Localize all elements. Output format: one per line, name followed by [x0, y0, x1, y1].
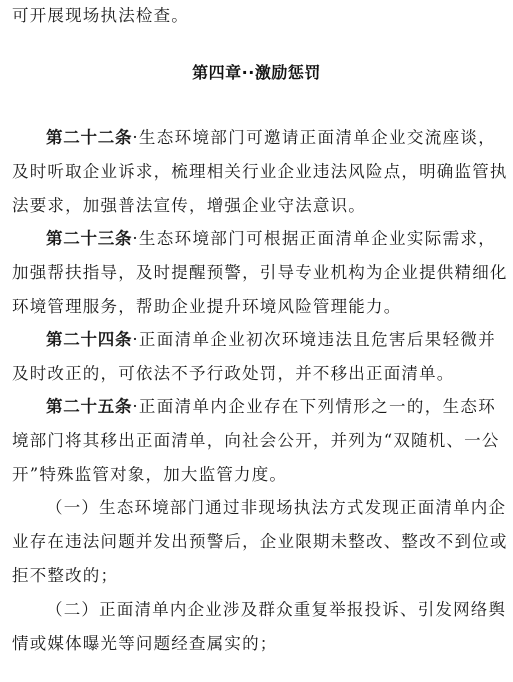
article-22-label: 第二十二条	[46, 128, 133, 147]
article-24-line-1	[46, 330, 496, 350]
article-23-text-1: ·生态环境部门可根据正面清单企业实际需求，	[132, 229, 496, 248]
article-22-line-1	[46, 128, 496, 148]
item-2-line-2: 情或媒体曝光等问题经查属实的；	[12, 634, 278, 653]
article-24-label: 第二十四条	[46, 330, 133, 349]
article-25-line-2: 境部门将其移出正面清单，向社会公开，并列为“双随机、一公	[12, 431, 500, 450]
article-22-line-2: 及时听取企业诉求，梳理相关行业企业违法风险点，明确监管执	[12, 162, 508, 181]
item-1-line-1: （一）生态环境部门通过非现场执法方式发现正面清单内企	[46, 498, 507, 517]
continuation-line: 可开展现场执法检查。	[12, 6, 189, 25]
article-25-line-3: 开”特殊监管对象，加大监管力度。	[12, 465, 288, 484]
article-22-line-3: 法要求，加强普法宣传，增强企业守法意识。	[12, 196, 366, 215]
article-25-label: 第二十五条	[46, 397, 133, 416]
article-22-text-1: ·生态环境部门可邀请正面清单企业交流座谈，	[132, 128, 496, 147]
article-23-line-2: 加强帮扶指导，及时提醒预警，引导专业机构为企业提供精细化	[12, 263, 508, 282]
article-24-text-1: ·正面清单企业初次环境违法且危害后果轻微并	[132, 330, 496, 349]
item-1-line-2: 业存在违法问题并发出预警后，企业限期未整改、整改不到位或	[12, 532, 508, 551]
article-23-line-3: 环境管理服务，帮助企业提升环境风险管理能力。	[12, 297, 402, 316]
article-25-text-1: ·正面清单内企业存在下列情形之一的，生态环	[132, 397, 496, 416]
article-24-line-2: 及时改正的，可依法不予行政处罚，并不移出正面清单。	[12, 364, 455, 383]
article-23-label: 第二十三条	[46, 229, 133, 248]
item-2-line-1: （二）正面清单内企业涉及群众重复举报投诉、引发网络舆	[46, 600, 507, 619]
article-25-line-1	[46, 397, 496, 417]
chapter-heading: 第四章··激励惩罚	[192, 63, 321, 82]
item-1-line-3: 拒不整改的；	[12, 566, 119, 585]
article-23-line-1	[46, 229, 496, 249]
